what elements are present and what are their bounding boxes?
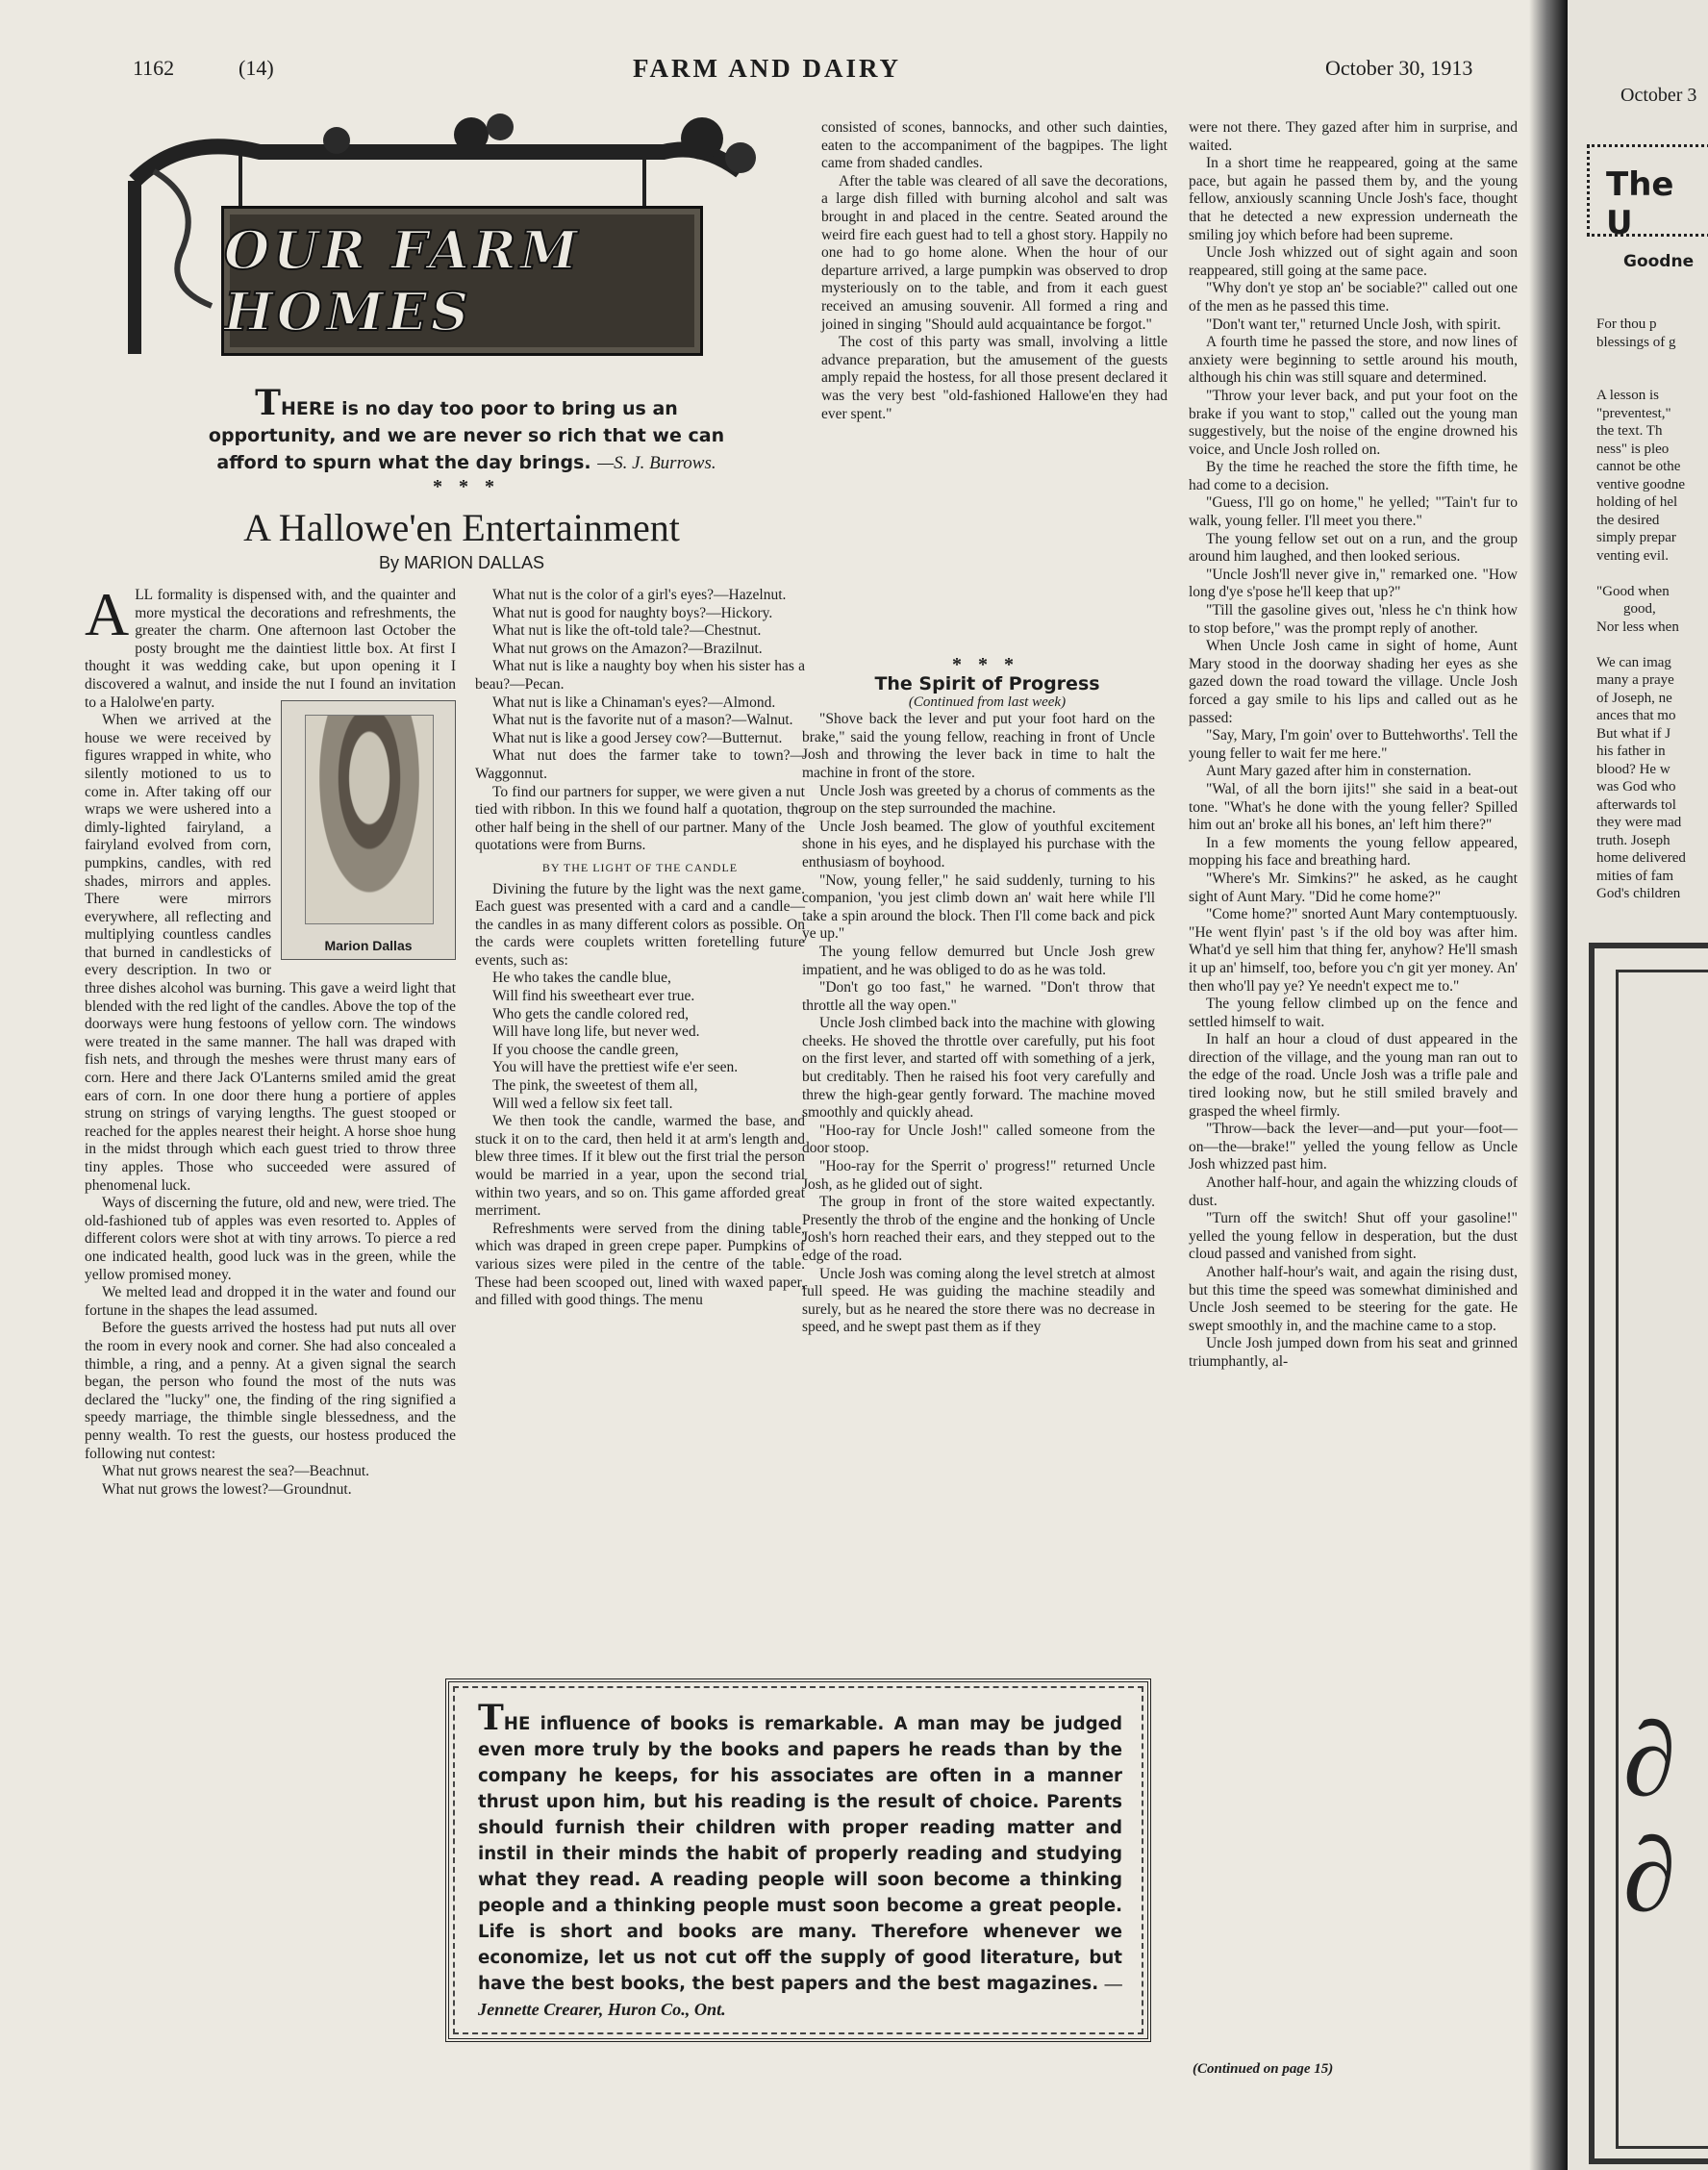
story-paragraph: "Where's Mr. Simkins?" he asked, as he caught sight of Aunt Mary. "Did he come home?" xyxy=(1189,870,1518,905)
adjacent-line: holding of hel xyxy=(1596,494,1678,510)
article-title: A Hallowe'en Entertainment xyxy=(243,506,680,549)
adjacent-line: truth. Joseph xyxy=(1596,832,1670,848)
story-paragraph: In a short time he reappeared, going at the same pace, but again he passed them by, and the young fellow, anxiously scanning Uncle Josh's face, thought that he detected a new expression underneath the smiling joy which before had been supreme. xyxy=(1189,155,1518,243)
story-paragraph: "Say, Mary, I'm goin' over to Buttehworths'. Tell the young feller to wait fer me here." xyxy=(1189,727,1518,762)
verse-line: Will have long life, but never wed. xyxy=(492,1023,700,1041)
advertisement-inner-border xyxy=(1616,970,1708,2149)
page-header xyxy=(133,56,1518,94)
candle-subhead: BY THE LIGHT OF THE CANDLE xyxy=(541,860,739,874)
story-paragraph: When Uncle Josh came in sight of home, Aunt Mary stood in the doorway shading her eyes as she gazed down the road toward the village. Uncle Josh forced a gay smile to his lips and called out as he passed: xyxy=(1189,638,1518,726)
article-paragraph: We then took the candle, warmed the base, and stuck it on to the card, then held it at arm's length and blew three times. If it blew out the first trial the person would be married in a year, upon the second trial within two years, and so on. This game afforded great merriment. xyxy=(475,1113,805,1220)
article-paragraph: consisted of scones, bannocks, and other such dainties, eaten to the accompaniment of the bagpipes. The light came from shaded candles. xyxy=(821,119,1168,172)
story-paragraph: "Why don't ye stop an' be sociable?" called out one of the men as he passed this time. xyxy=(1189,280,1518,315)
verse-line: The pink, the sweetest of them all, xyxy=(492,1077,698,1095)
article-paragraph: After the table was cleared of all save the decorations, a large dish filled with burning alcohol and salt was brought in and placed in the centre. Seated around the weird fire each guest had to tell a ghost story. Happily no one had to go home alone. When the hour of our departure arrived, a large pumpkin was observed to drop mysteriously on to the table, and from it each guest received an amusing souvenir. All formed a ring and joined in singing "Should auld acquaintance be forgot." xyxy=(821,172,1168,333)
article-paragraph: The cost of this party was small, involving a little advance preparation, but the amusement of the guests amply repaid the hostess, for all those present declared it was the very best "old-fashioned Hallowe'en they had ever spent." xyxy=(821,334,1168,422)
adjacent-page-text xyxy=(1596,315,1708,903)
adjacent-page xyxy=(1568,0,1708,2170)
quote-dropcap: T xyxy=(255,383,281,423)
article-column-3 xyxy=(821,119,1168,423)
books-attribution: —Jennette Crearer, Huron Co., Ont. xyxy=(478,1974,1122,2019)
story-paragraph: Uncle Josh whizzed out of sight again and soon reappeared, still going at the same pace. xyxy=(1189,244,1518,279)
verse-line: Who gets the candle colored red, xyxy=(492,1005,689,1022)
adjacent-page-subtitle: Goodne xyxy=(1623,252,1695,271)
story-paragraph: The young fellow demurred but Uncle Josh grew impatient, and he was obliged to do as he was told. xyxy=(802,943,1155,978)
our-farm-homes-masthead xyxy=(125,114,769,371)
story-paragraph: Uncle Josh was coming along the level stretch at almost full speed. He was guiding the machine steadily and surely, but as he neared the store there was no decrease in speed, and he swept past them as if they xyxy=(802,1265,1155,1336)
photo-caption: Marion Dallas xyxy=(324,937,413,953)
issue-date: October 30, 1913 xyxy=(1325,56,1473,80)
article-paragraph: Ways of discerning the future, old and new, were tried. The old-fashioned tub of apples was even resorted to. Apples of different colors were shot at with tiny arrows. To pierce a red one indicated health, good luck was in the green, while the yellow promised money. xyxy=(85,1195,456,1283)
page-gutter xyxy=(1529,0,1568,2170)
story-paragraph: "Shove back the lever and put your foot hard on the brake," said the young fellow, reaching in front of Uncle Josh and throwing the lever back in time to halt the machine in front of the store. xyxy=(802,711,1155,781)
adjacent-line: cannot be othe xyxy=(1596,459,1681,474)
adjacent-line: For thou p xyxy=(1596,316,1657,332)
story-paragraph: The young fellow climbed up on the fence and settled himself to wait. xyxy=(1189,996,1518,1030)
adjacent-page-title: The U xyxy=(1606,165,1674,242)
article-paragraph: What nut is like a Chinaman's eyes?—Almond. xyxy=(492,694,776,711)
article-paragraph: What nut is like a good Jersey cow?—Butternut. xyxy=(492,729,783,746)
adjacent-line: "preventest," xyxy=(1596,405,1671,421)
adjacent-line: was God who xyxy=(1596,779,1676,795)
adjacent-line: mities of fam xyxy=(1596,868,1673,884)
article-paragraph: What nut is like the oft-told tale?—Chestnut. xyxy=(492,622,762,640)
adjacent-line: "Good when xyxy=(1596,583,1670,599)
books-dropcap: T xyxy=(478,1698,504,1738)
article-paragraph: What nut grows on the Amazon?—Brazilnut. xyxy=(492,640,763,657)
verse-line: He who takes the candle blue, xyxy=(492,970,671,987)
burrows-quote xyxy=(192,383,741,477)
masthead-sign xyxy=(221,206,703,356)
adjacent-line: home delivered xyxy=(1596,850,1686,866)
story-paragraph: Uncle Josh jumped down from his seat and grinned triumphantly, al- xyxy=(1189,1335,1518,1370)
story-paragraph: By the time he reached the store the fifth time, he had come to a decision. xyxy=(1189,459,1518,493)
ornamental-letter-icon: ∂ xyxy=(1623,1701,1676,1818)
story-paragraph: The young fellow set out on a run, and the group around him laughed, and then looked serious. xyxy=(1189,530,1518,566)
story-paragraph: "Throw—back the lever—and—put your—foot—on—the—brake!" yelled the young fellow as Uncle Josh whizzed past him. xyxy=(1189,1121,1518,1173)
article-dropcap: A xyxy=(85,580,130,648)
story-paragraph: "Uncle Josh'll never give in," remarked one. "How long d'ye s'pose he'll keep that up?" xyxy=(1189,566,1518,601)
adjacent-line: ness" is pleo xyxy=(1596,441,1670,457)
story-paragraph: "Turn off the switch! Shut off your gasoline!" yelled the young fellow in desperation, but the dust cloud passed and vanished from sight. xyxy=(1189,1210,1518,1263)
story-paragraph: "Don't go too fast," he warned. "Don't throw that throttle all the way open." xyxy=(802,979,1155,1014)
article-paragraph: What nut is the favorite nut of a mason?—Walnut. xyxy=(492,712,793,729)
adjacent-page-date: October 3 xyxy=(1620,85,1697,106)
article-paragraph: To find our partners for supper, we were given a nut tied with ribbon. In this we found half a quotation, the other half being in the shell of our partner. Many of the quotations were from Burns. xyxy=(475,783,805,854)
article-paragraph: What nut does the farmer take to town?—Waggonnut. xyxy=(475,747,805,782)
story-paragraph: "Till the gasoline gives out, 'nless he c'n think how to stop before," was the prompt reply of another. xyxy=(1189,602,1518,637)
story-paragraph: A fourth time he passed the store, and now lines of anxiety were beginning to settle around his mouth, although his chin was still square and determined. xyxy=(1189,334,1518,387)
section-number: (14) xyxy=(239,56,274,80)
story-paragraph: "Throw your lever back, and put your foot on the brake if you want to stop," called out the young man suggestively, but the noise of the engine drowned his voice, and Uncle Josh rolled on. xyxy=(1189,387,1518,458)
story-paragraph: Uncle Josh was greeted by a chorus of comments as the group on the step surrounded the machine. xyxy=(802,782,1155,818)
story-paragraph: Another half-hour's wait, and again the rising dust, but this time the speed was somewhat diminished and Uncle Josh seemed to be steering for the gate. He swept smoothly in, and the machine came to a stop. xyxy=(1189,1264,1518,1334)
verse-line: If you choose the candle green, xyxy=(492,1041,679,1058)
story-paragraph: "Hoo-ray for Uncle Josh!" called someone from the door stoop. xyxy=(802,1122,1155,1157)
story-paragraph: Uncle Josh climbed back into the machine with glowing cheeks. He shoved the throttle over carefully, put his foot on the first lever, and started off with something of a jerk, but creditably. Then he raised his foot very carefully and threw the high-gear gently forward. The machine moved smoothly and quickly ahead. xyxy=(802,1015,1155,1122)
story-paragraph: "Don't want ter," returned Uncle Josh, with spirit. xyxy=(1206,315,1501,333)
adjacent-line: of Joseph, ne xyxy=(1596,690,1672,706)
article-column-1 xyxy=(85,580,456,1499)
quote-text: HERE is no day too poor to bring us an opportunity, and we are never so rich that we can afford to spurn what the day brings. xyxy=(208,398,725,473)
article-paragraph: What nut grows nearest the sea?—Beachnut. xyxy=(102,1463,370,1480)
adjacent-line: Nor less when xyxy=(1596,618,1679,635)
publication-name: FARM AND DAIRY xyxy=(633,54,902,83)
article-paragraph: What nut is the color of a girl's eyes?—Hazelnut. xyxy=(492,587,787,603)
verse-line: You will have the prettiest wife e'er seen. xyxy=(492,1059,739,1076)
adjacent-line: blood? He w xyxy=(1596,761,1670,777)
story-paragraph: "Wal, of all the born ijits!" she said in a beat-out tone. "What's he done with the young feller? Spilled him out an' broke all his bones, an' left him there?" xyxy=(1189,780,1518,834)
article-paragraph: What nut is good for naughty boys?—Hickory. xyxy=(492,604,773,621)
portrait-image xyxy=(305,715,434,924)
progress-title: The Spirit of Progress xyxy=(874,673,1100,694)
story-paragraph: "Now, young feller," he said suddenly, turning to his companion, 'you jest climb down an' wait here while I'll take a spin around the block. Then I'll come back and pick ye up." xyxy=(802,871,1155,943)
article-paragraph: We melted lead and dropped it in the water and found our fortune in the shapes the lead assumed. xyxy=(85,1284,456,1319)
story-paragraph: The group in front of the store waited expectantly. Presently the throb of the engine and the honking of Uncle Josh's horn reached their ears, and they stepped out to the edge of the road. xyxy=(802,1194,1155,1264)
masthead-title: OUR FARM HOMES xyxy=(224,219,582,342)
adjacent-line xyxy=(1596,636,1708,654)
article-paragraph: Divining the future by the light was the next game. Each guest was presented with a card and a candle—the candles in as many different colors as possible. On the cards were couplets written foretelling future events, such as: xyxy=(475,880,805,969)
story-paragraph: Another half-hour, and again the whizzing clouds of dust. xyxy=(1189,1174,1518,1209)
adjacent-line xyxy=(1596,565,1708,583)
verse-line: Will wed a fellow six feet tall. xyxy=(492,1095,673,1112)
adjacent-line: ventive goodne xyxy=(1596,476,1686,492)
ornamental-letter-icon: ∂ xyxy=(1623,1816,1676,1933)
adjacent-line: many a praye xyxy=(1596,672,1674,688)
adjacent-line xyxy=(1596,369,1708,388)
article-paragraph: When we arrived at the house we were received by figures wrapped in white, who silently motioned to us to come in. After taking off our wraps we were ushered into a dimly-lighted fairyland, a fairyland evolved from corn, pumpkins, candles, with red shades, mirrors and apples. There were mirrors everywhere, all reflecting and multiplying countless candles that burned in candlesticks of every description. In two or three dishes alcohol was burning. This gave a weird light that blended with the red light of the candles. Above the top of the doorways were hung festoons of yellow corn. The windows were treated in the same manner. The hall was draped with fish nets, and through the meshes were thrust many ears of corn. Here and there Jack O'Lanterns smiled amid the great ears of corn. In one door there hung a portiere of apples strung on strings of varying lengths. The guest stooped or reached for the apples nearest their height. A horse shoe hung in the midst through which each guest tried to throw three tiny apples. Those who succeeded were assured of phenomenal luck. xyxy=(85,712,456,1194)
adjacent-line: venting evil. xyxy=(1596,547,1669,564)
progress-subtitle: (Continued from last week) xyxy=(908,694,1067,710)
adjacent-line: they were mad xyxy=(1596,815,1682,830)
story-paragraph: Uncle Josh beamed. The glow of youthful excitement shone in his eyes, and he displayed his purchase with the enthusiasm of boyhood. xyxy=(802,818,1155,871)
article-paragraph: Refreshments were served from the dining table, which was draped in green crepe paper. Pumpkins of various sizes were piled in the centre of the table. These had been scooped out, lined with waxed paper, and filled with good things. The menu xyxy=(475,1220,805,1309)
article-paragraph: LL formality is dispensed with, and the quainter and more mystical the decorations and refreshments, the greater the charm. One afternoon last October the posty brought me the daintiest little box. At first I thought it was wedding cake, but upon opening it I discovered a walnut, and inside the nut I found an invitation to a Halolwe'en party. xyxy=(85,587,456,711)
continued-note: (Continued on page 15) xyxy=(1193,2061,1334,2077)
verse-line: Will find his sweetheart ever true. xyxy=(492,988,695,1005)
adjacent-line: the text. Th xyxy=(1596,423,1663,439)
story-paragraph: Aunt Mary gazed after him in consternation. xyxy=(1206,763,1471,780)
article-paragraph: What nut grows the lowest?—Groundnut. xyxy=(102,1480,352,1498)
adjacent-line: We can imag xyxy=(1596,654,1671,670)
story-paragraph: "Come home?" snorted Aunt Mary contemptuously. "He went flyin' past 's if the old boy was after him. What'd ye sell him that thing fer, anyhow? He'll smash it up an' himself, too, before you c'n git yer money. An' then who'll pay ye? Ye needn't expect me to." xyxy=(1189,906,1518,995)
adjacent-line: the desired xyxy=(1596,512,1660,528)
adjacent-line: ances that mo xyxy=(1596,708,1676,723)
books-text: HE influence of books is remarkable. A man may be judged even more truly by the books and papers he reads than by the company he keeps, for his associates are often in a manner thrust upon him, but his reading is the result of choice. Parents should furnish their children with proper reading matter and instil in their minds the habit of properly reading and studying what they read. A reading people will soon become a thinking people and a thinking people must soon become a great people. Life is short and books are many. Therefore whenever we economize, let us not cut off the supply of good literature, but have the best books, the best papers and the best magazines. xyxy=(478,1714,1122,1994)
article-paragraph: Before the guests arrived the hostess had put nuts all over the room in every nook and corner. She had also concealed a thimble, a ring, and a penny. At a given signal the search began, the person who found the most of the nuts was declared the "lucky" one, the finding of the ring signified a speedy marriage, the thimble single blessedness, and the penny wealth. To rest the guests, our hostess produced the following nut contest: xyxy=(85,1320,456,1462)
article-paragraph: What nut is like a naughty boy when his sister has a beau?—Pecan. xyxy=(475,658,805,693)
story-paragraph: were not there. They gazed after him in surprise, and waited. xyxy=(1189,119,1518,154)
adjacent-advertisement-frame xyxy=(1589,943,1708,2164)
adjacent-line: God's children xyxy=(1596,886,1681,901)
quote-attribution: —S. J. Burrows. xyxy=(597,453,716,473)
adjacent-line: afterwards tol xyxy=(1596,796,1676,813)
story-paragraph: "Guess, I'll go on home," he yelled; "'Tain't fur to walk, young feller. I'll meet you there." xyxy=(1189,494,1518,530)
article-column-2 xyxy=(475,587,805,1310)
adjacent-line: his father in xyxy=(1596,744,1666,759)
adjacent-line: A lesson is xyxy=(1596,388,1660,403)
page-number: 1162 xyxy=(133,56,175,80)
article-byline: By MARION DALLAS xyxy=(378,553,545,572)
star-divider: * * * xyxy=(952,654,1019,675)
adjacent-line: simply prepar xyxy=(1596,530,1676,545)
progress-column-1 xyxy=(802,675,1155,1337)
books-quote xyxy=(478,1698,1122,2023)
adjacent-line: good, xyxy=(1623,601,1656,617)
adjacent-line xyxy=(1596,351,1708,369)
adjacent-line: But what if J xyxy=(1596,725,1671,742)
story-paragraph: "Hoo-ray for the Sperrit o' progress!" returned Uncle Josh, as he glided out of sight. xyxy=(802,1158,1155,1193)
author-photo xyxy=(281,700,456,960)
books-quote-box xyxy=(445,1678,1151,2042)
star-divider: * * * xyxy=(433,476,500,497)
progress-column-2 xyxy=(1189,119,1518,1372)
story-paragraph: In a few moments the young fellow appeared, mopping his face and breathing hard. xyxy=(1189,834,1518,870)
adjacent-line: blessings of g xyxy=(1596,334,1676,350)
story-paragraph: In half an hour a cloud of dust appeared in the direction of the village, and the young man ran out to the edge of the road. Uncle Josh was a trifle pale and tired looking now, but he still smiled bravely and grasped the wheel firmly. xyxy=(1189,1031,1518,1120)
